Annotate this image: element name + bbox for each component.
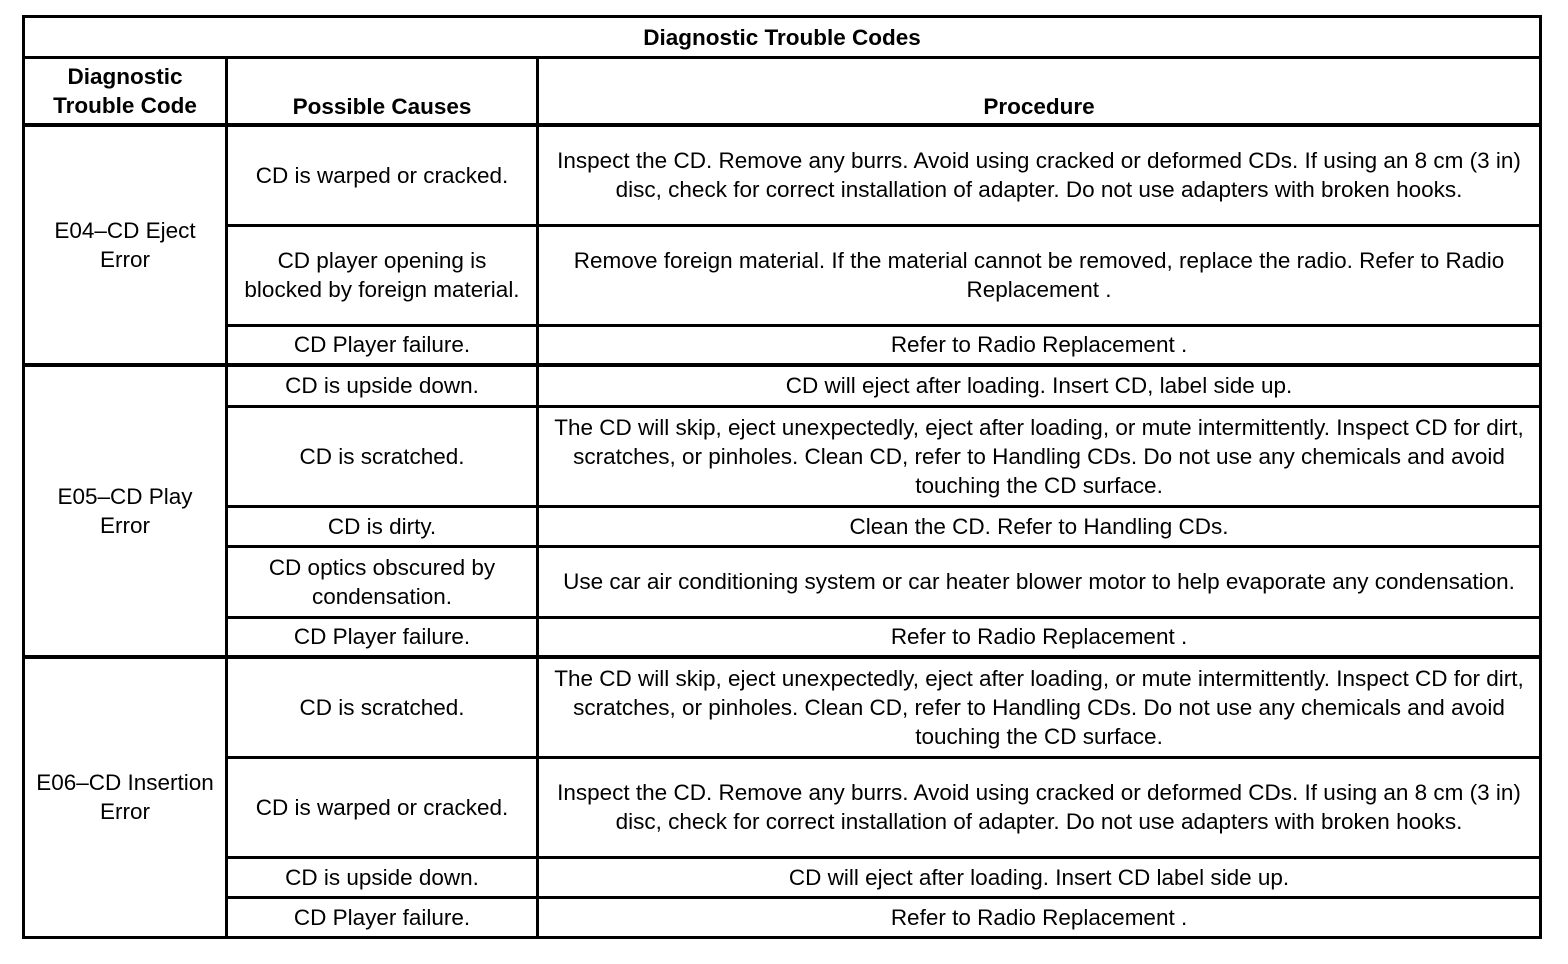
procedure-cell: Inspect the CD. Remove any burrs. Avoid using cracked or deformed CDs. If using an 8 cm (3 in) disc, check for correct installation of adapter. Do not use adapters with broken hooks. bbox=[538, 757, 1541, 857]
cause-cell: CD Player failure. bbox=[227, 325, 538, 365]
table-row bbox=[24, 897, 1541, 937]
table-row bbox=[24, 657, 1541, 757]
cause-cell: CD is upside down. bbox=[227, 365, 538, 406]
code-cell: E04–CD Eject Error bbox=[24, 125, 227, 365]
cause-cell: CD is upside down. bbox=[227, 857, 538, 897]
procedure-cell: Refer to Radio Replacement . bbox=[538, 325, 1541, 365]
table-row bbox=[24, 125, 1541, 225]
cause-cell: CD is dirty. bbox=[227, 506, 538, 546]
table-row bbox=[24, 546, 1541, 617]
header-causes: Possible Causes bbox=[227, 58, 538, 126]
procedure-cell: Refer to Radio Replacement . bbox=[538, 617, 1541, 657]
procedure-cell: CD will eject after loading. Insert CD, label side up. bbox=[538, 365, 1541, 406]
table-row bbox=[24, 757, 1541, 857]
cause-cell: CD Player failure. bbox=[227, 897, 538, 937]
diagnostic-trouble-codes-table bbox=[22, 15, 1542, 939]
code-cell: E06–CD Insertion Error bbox=[24, 657, 227, 937]
table-row bbox=[24, 617, 1541, 657]
procedure-cell: Use car air conditioning system or car heater blower motor to help evaporate any condensation. bbox=[538, 546, 1541, 617]
code-cell: E05–CD Play Error bbox=[24, 365, 227, 657]
procedure-cell: Remove foreign material. If the material cannot be removed, replace the radio. Refer to Radio Replacement . bbox=[538, 225, 1541, 325]
procedure-cell: The CD will skip, eject unexpectedly, eject after loading, or mute intermittently. Inspect CD for dirt, scratches, or pinholes. Clean CD, refer to Handling CDs. Do not use any chemicals and avoid touching the CD surface. bbox=[538, 657, 1541, 757]
table-row bbox=[24, 225, 1541, 325]
header-procedure: Procedure bbox=[538, 58, 1541, 126]
procedure-cell: The CD will skip, eject unexpectedly, eject after loading, or mute intermittently. Inspect CD for dirt, scratches, or pinholes. Clean CD, refer to Handling CDs. Do not use any chemicals and avoid touching the CD surface. bbox=[538, 406, 1541, 506]
cause-cell: CD is warped or cracked. bbox=[227, 757, 538, 857]
cause-cell: CD is scratched. bbox=[227, 406, 538, 506]
table-row bbox=[24, 506, 1541, 546]
cause-cell: CD player opening is blocked by foreign material. bbox=[227, 225, 538, 325]
cause-cell: CD is scratched. bbox=[227, 657, 538, 757]
table-row bbox=[24, 325, 1541, 365]
procedure-cell: Refer to Radio Replacement . bbox=[538, 897, 1541, 937]
cause-cell: CD is warped or cracked. bbox=[227, 125, 538, 225]
table-title: Diagnostic Trouble Codes bbox=[24, 17, 1541, 58]
table-row bbox=[24, 365, 1541, 406]
table-row bbox=[24, 406, 1541, 506]
table-row bbox=[24, 857, 1541, 897]
document-page bbox=[22, 15, 1539, 939]
procedure-cell: CD will eject after loading. Insert CD label side up. bbox=[538, 857, 1541, 897]
cause-cell: CD Player failure. bbox=[227, 617, 538, 657]
procedure-cell: Clean the CD. Refer to Handling CDs. bbox=[538, 506, 1541, 546]
cause-cell: CD optics obscured by condensation. bbox=[227, 546, 538, 617]
procedure-cell: Inspect the CD. Remove any burrs. Avoid using cracked or deformed CDs. If using an 8 cm (3 in) disc, check for correct installation of adapter. Do not use adapters with broken hooks. bbox=[538, 125, 1541, 225]
header-code: Diagnostic Trouble Code bbox=[24, 58, 227, 126]
